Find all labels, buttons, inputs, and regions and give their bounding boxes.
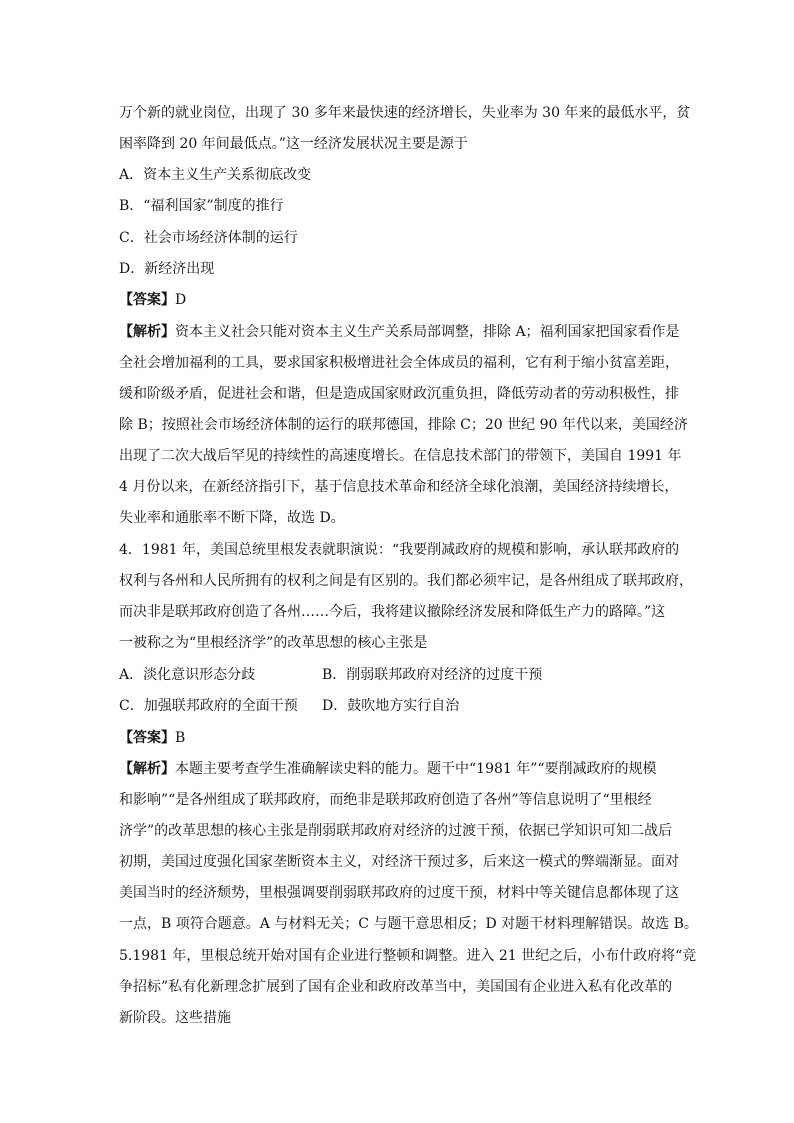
q3-stem-line-2: 困率降到 20 年间最低点。”这一经济发展状况主要是源于 [119, 136, 468, 152]
q4-answer [119, 729, 185, 747]
q3-option-c: C．社会市场经济体制的运行 [119, 230, 298, 246]
q4-stem-line-4: 一被称之为“里根经济学”的改革思想的核心主张是 [119, 635, 428, 651]
q4-option-b: B．削弱联邦政府对经济的过度干预 [322, 667, 543, 683]
answer-value: D [175, 292, 187, 308]
q4-stem-line-1: 4．1981 年，美国总统里根发表就职演说：“我要削减政府的规模和影响，承认联邦政府的 [119, 542, 680, 558]
analysis-label: 【解析】 [119, 761, 175, 777]
q5-stem-line-1: 5.1981 年，里根总统开始对国有企业进行整顿和调整。进入 21 世纪之后，小布什政府将“竞 [119, 948, 697, 964]
answer-label: 【答案】 [119, 292, 175, 308]
q4-analysis-line-1 [119, 760, 657, 778]
analysis-label: 【解析】 [119, 324, 175, 340]
q3-option-d: D．新经济出现 [119, 261, 215, 277]
answer-label: 【答案】 [119, 730, 175, 746]
q3-option-a: A．资本主义生产关系彻底改变 [119, 167, 312, 183]
q4-analysis-line-2: 和影响”“是各州组成了联邦政府，而绝非是联邦政府创造了各州”等信息说明了“里根经 [119, 792, 652, 808]
q3-analysis-line-2: 全社会增加福利的工具，要求国家积极增进社会全体成员的福利，它有利于缩小贫富差距， [119, 355, 679, 371]
q4-analysis-line-4: 初期，美国过度强化国家垄断资本主义，对经济干预过多，后来这一模式的弊端渐显。面对 [119, 854, 679, 870]
q3-analysis-line-5: 出现了二次大战后罕见的持续性的高速度增长。在信息技术部门的带领下，美国自 1991 年 [119, 448, 682, 464]
q4-option-a: A．淡化意识形态分歧 [119, 667, 256, 683]
q3-stem-line-1: 万个新的就业岗位，出现了 30 多年来最快速的经济增长，失业率为 30 年来的最低水平，贫 [119, 105, 691, 121]
answer-value: B [175, 730, 186, 746]
q4-option-d: D．鼓吹地方实行自治 [322, 698, 460, 714]
q5-stem-line-2: 争招标”私有化新理念扩展到了国有企业和政府改革当中，美国国有企业进入私有化改革的 [119, 979, 673, 995]
q4-stem-line-2: 权利与各州和人民所拥有的权利之间是有区别的。我们都必须牢记，是各州组成了联邦政府， [119, 573, 693, 589]
q4-option-c: C．加强联邦政府的全面干预 [119, 698, 298, 714]
q3-analysis-line-7: 失业率和通胀率不断下降，故选 D。 [119, 510, 345, 526]
q4-analysis-line-3: 济学”的改革思想的核心主张是削弱联邦政府对经济的过渡干预，依据已学知识可知二战后 [119, 823, 673, 839]
q3-analysis-line-3: 缓和阶级矛盾，促进社会和谐，但是造成国家财政沉重负担，降低劳动者的劳动积极性，排 [119, 386, 679, 402]
q3-option-b: B．“福利国家”制度的推行 [119, 198, 284, 214]
q5-stem-line-3: 新阶段。这些措施 [119, 1010, 231, 1026]
analysis-text: 资本主义社会只能对资本主义生产关系局部调整，排除 A；福利国家把国家看作是 [175, 324, 680, 340]
q4-analysis-line-6: 一点，B 项符合题意。A 与材料无关；C 与题干意思相反；D 对题干材料理解错误。故选 B。 [119, 916, 698, 932]
analysis-text: 本题主要考查学生准确解读史料的能力。题干中“1981 年”“要削减政府的规模 [175, 761, 657, 777]
q3-analysis-line-1 [119, 323, 680, 341]
q3-answer [119, 291, 186, 309]
q4-stem-line-3: 而决非是联邦政府创造了各州……今后，我将建议撤除经济发展和降低生产力的路障。”这 [119, 604, 666, 620]
q4-analysis-line-5: 美国当时的经济颓势，里根强调要削弱联邦政府的过度干预，材料中等关键信息都体现了这 [119, 885, 679, 901]
q3-analysis-line-4: 除 B；按照社会市场经济体制的运行的联邦德国，排除 C；20 世纪 90 年代以来，美国经济 [119, 417, 688, 433]
q3-analysis-line-6: 4 月份以来，在新经济指引下，基于信息技术革命和经济全球化浪潮，美国经济持续增长， [119, 479, 679, 495]
